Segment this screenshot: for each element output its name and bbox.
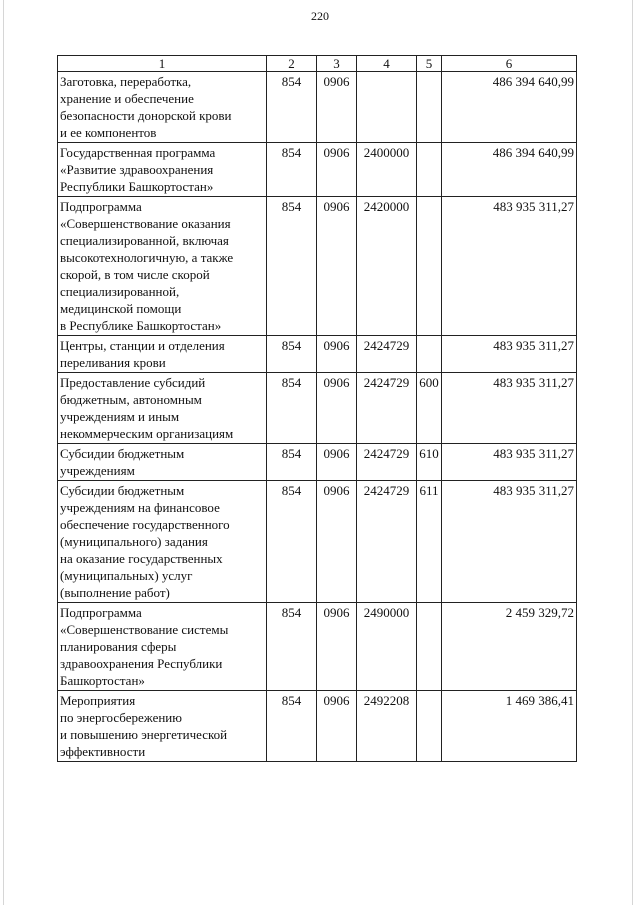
header-col-6: 6 bbox=[442, 56, 577, 72]
scan-edge-right bbox=[632, 0, 633, 905]
table-row bbox=[58, 481, 577, 603]
row-code-5 bbox=[417, 336, 442, 373]
row-name: Заготовка, переработка, хранение и обеспечение безопасности донорской крови и ее компонентов bbox=[58, 72, 267, 143]
row-code-4: 2424729 bbox=[357, 336, 417, 373]
row-code-5 bbox=[417, 603, 442, 691]
row-code-3: 0906 bbox=[317, 481, 357, 603]
row-code-5: 611 bbox=[417, 481, 442, 603]
header-col-2: 2 bbox=[267, 56, 317, 72]
row-amount: 2 459 329,72 bbox=[442, 603, 577, 691]
table-row bbox=[58, 691, 577, 762]
table-row bbox=[58, 373, 577, 444]
row-code-4: 2492208 bbox=[357, 691, 417, 762]
scan-edge-left bbox=[3, 0, 4, 905]
header-col-5: 5 bbox=[417, 56, 442, 72]
table-row bbox=[58, 143, 577, 197]
row-code-2: 854 bbox=[267, 197, 317, 336]
header-col-4: 4 bbox=[357, 56, 417, 72]
row-code-5 bbox=[417, 72, 442, 143]
row-code-4: 2490000 bbox=[357, 603, 417, 691]
row-amount: 483 935 311,27 bbox=[442, 373, 577, 444]
row-name: Предоставление субсидий бюджетным, автономным учреждениям и иным некоммерческим организациям bbox=[58, 373, 267, 444]
row-amount: 483 935 311,27 bbox=[442, 444, 577, 481]
row-code-5: 600 bbox=[417, 373, 442, 444]
row-code-5 bbox=[417, 143, 442, 197]
row-name: Мероприятия по энергосбережению и повышению энергетической эффективности bbox=[58, 691, 267, 762]
row-name: Государственная программа «Развитие здравоохранения Республики Башкортостан» bbox=[58, 143, 267, 197]
row-code-3: 0906 bbox=[317, 197, 357, 336]
row-code-4: 2424729 bbox=[357, 481, 417, 603]
row-code-5 bbox=[417, 197, 442, 336]
row-code-2: 854 bbox=[267, 72, 317, 143]
row-code-3: 0906 bbox=[317, 444, 357, 481]
row-amount: 483 935 311,27 bbox=[442, 197, 577, 336]
row-code-3: 0906 bbox=[317, 143, 357, 197]
row-amount: 483 935 311,27 bbox=[442, 481, 577, 603]
row-code-3: 0906 bbox=[317, 72, 357, 143]
table-row bbox=[58, 603, 577, 691]
header-row bbox=[58, 56, 577, 72]
row-name: Центры, станции и отделения переливания крови bbox=[58, 336, 267, 373]
row-code-2: 854 bbox=[267, 691, 317, 762]
table-row bbox=[58, 72, 577, 143]
row-code-4: 2420000 bbox=[357, 197, 417, 336]
row-code-2: 854 bbox=[267, 143, 317, 197]
table-row bbox=[58, 444, 577, 481]
row-name: Подпрограмма «Совершенствование оказания специализированной, включая высокотехнологичную, а также скорой, в том числе скорой специализированной, медицинской помощи в Республике Башкортостан» bbox=[58, 197, 267, 336]
budget-table bbox=[57, 55, 577, 762]
row-name: Субсидии бюджетным учреждениям bbox=[58, 444, 267, 481]
page-number: 220 bbox=[311, 9, 329, 23]
row-code-2: 854 bbox=[267, 373, 317, 444]
row-code-2: 854 bbox=[267, 336, 317, 373]
row-code-4: 2400000 bbox=[357, 143, 417, 197]
header-col-3: 3 bbox=[317, 56, 357, 72]
row-amount: 1 469 386,41 bbox=[442, 691, 577, 762]
table-row bbox=[58, 197, 577, 336]
header-col-1: 1 bbox=[58, 56, 267, 72]
row-code-5 bbox=[417, 691, 442, 762]
row-name: Подпрограмма «Совершенствование системы планирования сферы здравоохранения Республики Башкортостан» bbox=[58, 603, 267, 691]
row-amount: 483 935 311,27 bbox=[442, 336, 577, 373]
row-amount: 486 394 640,99 bbox=[442, 143, 577, 197]
row-code-2: 854 bbox=[267, 481, 317, 603]
row-code-4: 2424729 bbox=[357, 373, 417, 444]
row-code-4: 2424729 bbox=[357, 444, 417, 481]
row-code-3: 0906 bbox=[317, 373, 357, 444]
row-code-4 bbox=[357, 72, 417, 143]
table-row bbox=[58, 336, 577, 373]
row-code-3: 0906 bbox=[317, 336, 357, 373]
row-code-3: 0906 bbox=[317, 603, 357, 691]
row-amount: 486 394 640,99 bbox=[442, 72, 577, 143]
row-code-2: 854 bbox=[267, 444, 317, 481]
row-code-3: 0906 bbox=[317, 691, 357, 762]
row-code-2: 854 bbox=[267, 603, 317, 691]
row-name: Субсидии бюджетным учреждениям на финансовое обеспечение государственного (муниципального) задания на оказание государственных (муниципальных) услуг (выполнение работ) bbox=[58, 481, 267, 603]
row-code-5: 610 bbox=[417, 444, 442, 481]
